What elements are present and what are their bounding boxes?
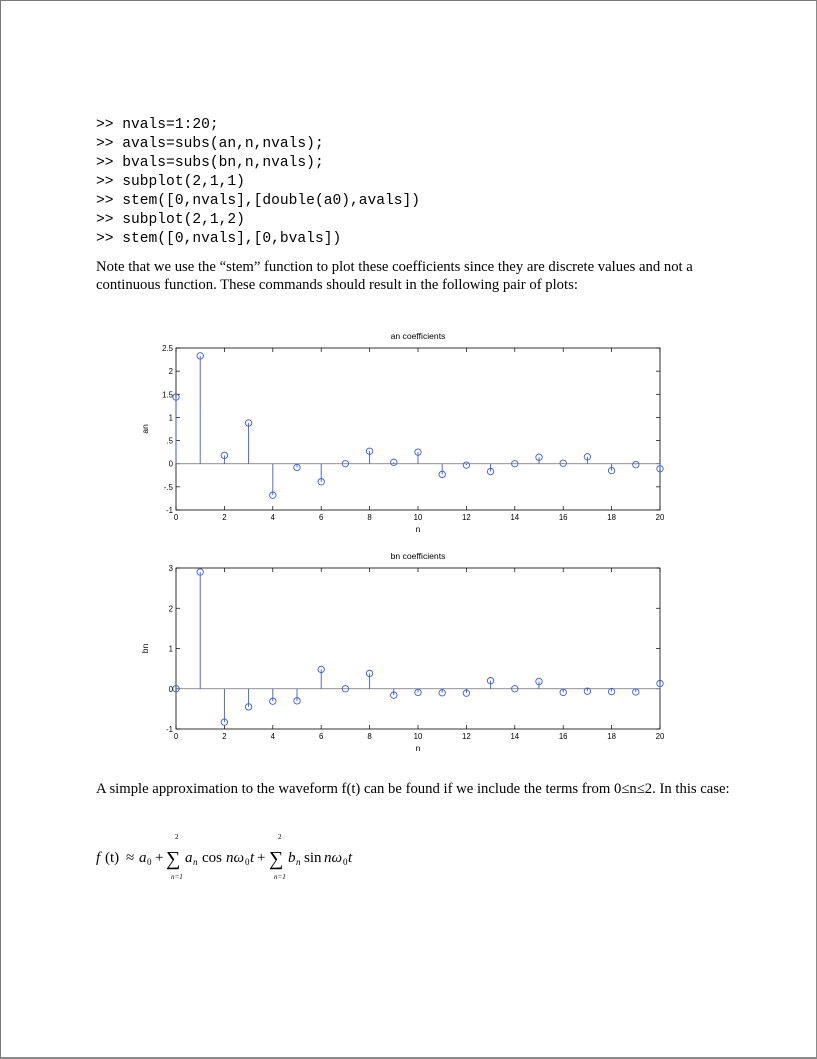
code-line: >> bvals=subs(bn,n,nvals); [96,155,324,171]
x-tick-label: 12 [462,732,471,741]
stem-marker [391,459,397,465]
x-tick-label: 8 [367,513,372,522]
x-tick-label: 2 [222,513,227,522]
y-tick-label: 2.5 [162,344,173,353]
formula-sum2-upper: 2 [278,833,282,841]
y-tick-label: 3 [168,564,173,573]
formula-t1: t [250,850,255,866]
formula-an-sub: n [193,857,198,867]
x-tick-label: 8 [367,732,372,741]
formula-nw0-2: nω [324,850,343,866]
formula-f: f [96,850,101,866]
x-tick-label: 16 [558,513,568,522]
formula-bn-sub: n [296,857,301,867]
formula-w-sub: 0 [245,857,250,867]
y-tick-label: -1 [166,725,173,734]
code-line: >> subplot(2,1,2) [96,212,245,228]
y-tick-label: 0 [168,684,173,694]
y-tick-label: 0 [168,459,173,469]
formula-nw0: nω [226,850,245,866]
approximation-paragraph: A simple approximation to the waveform f(t) can be found if we include the terms from 0≤n≤2. In this case: [96,781,730,797]
x-axis-label: n [415,743,421,753]
formula-arg: (t) [105,850,120,866]
formula-cos: cos [202,850,222,866]
formula-w-sub2: 0 [343,857,348,867]
x-tick-label: 18 [607,513,616,522]
x-tick-label: 14 [510,732,520,741]
stem-marker [560,460,566,466]
formula-sum2: ∑ [269,848,284,870]
formula-approx: ≈ [126,850,135,866]
formula-sum2-lower: n=1 [274,873,286,881]
y-tick-label: -.5 [163,482,173,492]
x-tick-label: 0 [173,513,179,522]
y-axis-label: bn [140,643,150,654]
intro-paragraph: Note that we use the “stem” function to plot these coefficients since they are discrete values and not a continuous function. These commands should result in the following pair of plots: [96,259,693,293]
x-tick-label: 4 [270,513,275,522]
y-axis-label: an [140,424,150,434]
code-line: >> subplot(2,1,1) [96,174,245,190]
formula-sum1-lower: n=1 [171,873,183,881]
formula-bn: b [288,850,296,866]
x-tick-label: 10 [413,732,423,741]
code-line: >> avals=subs(an,n,nvals); [96,136,324,152]
y-tick-label: -1 [166,506,173,515]
y-tick-label: 1.5 [162,390,173,400]
x-tick-label: 20 [655,732,665,741]
x-axis-label: n [415,524,421,534]
x-tick-label: 20 [655,513,665,522]
formula-plus: + [155,850,164,866]
y-tick-label: 2 [168,604,173,614]
x-tick-label: 16 [558,732,568,741]
formula-sum1: ∑ [166,848,181,870]
x-tick-label: 14 [510,513,520,522]
formula-an: a [185,850,193,866]
y-tick-label: 1 [168,413,173,423]
y-tick-label: .5 [166,436,173,446]
y-tick-label: 2 [168,367,173,377]
formula-plus2: + [257,850,266,866]
code-line: >> nvals=1:20; [96,117,219,133]
x-tick-label: 2 [222,732,227,741]
fourier-approximation-formula [96,832,396,882]
x-tick-label: 0 [173,732,179,741]
x-tick-label: 12 [462,513,471,522]
formula-sum1-upper: 2 [175,833,179,841]
y-tick-label: 1 [168,644,173,654]
x-tick-label: 18 [607,732,616,741]
x-tick-label: 6 [319,732,324,741]
x-tick-label: 6 [319,513,324,522]
code-line: >> stem([0,nvals],[double(a0),avals]) [96,193,421,209]
x-tick-label: 4 [270,732,275,741]
formula-t2: t [348,850,353,866]
formula-a0-sub: 0 [147,857,152,867]
chart-title: bn coefficients [390,551,446,561]
formula-sin: sin [304,850,322,866]
formula-a0: a [139,850,147,866]
chart-title: an coefficients [390,331,446,341]
x-tick-label: 10 [413,513,423,522]
code-line: >> stem([0,nvals],[0,bvals]) [96,231,342,247]
